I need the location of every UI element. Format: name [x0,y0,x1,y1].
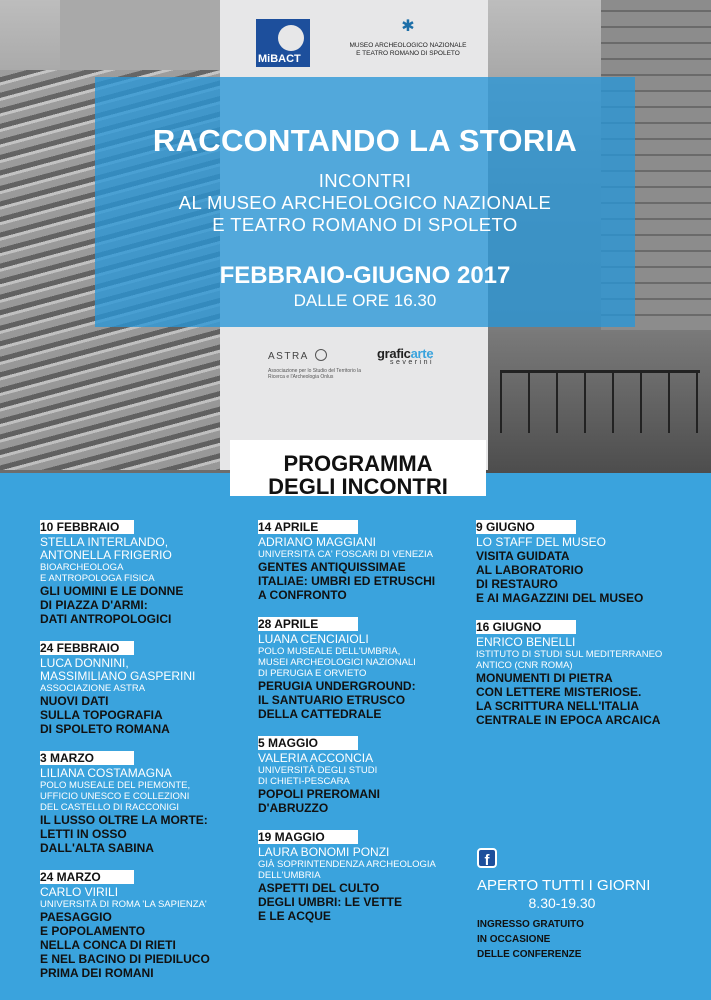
event-affiliation: UNIVERSITÀ DEGLI STUDI DI CHIETI-PESCARA [258,765,378,787]
subtitle-line-2: AL MUSEO ARCHEOLOGICO NAZIONALE [178,192,552,213]
museum-name: MUSEO ARCHEOLOGICO NAZIONALE E TEATRO ROMANO DI SPOLETO [349,42,467,57]
event-entry [258,518,473,602]
event-title: GENTES ANTIQUISSIMAE ITALIAE: UMBRI ED ETRUSCHI A CONFRONTO [258,560,436,602]
event-affiliation: ISTITUTO DI STUDI SUL MEDITERRANEO ANTICO (CNR ROMA) [476,649,663,671]
globe-icon [315,349,327,361]
graficarte-name-b: arte [410,346,434,361]
event-speaker: VALERIA ACCONCIA [258,751,374,765]
graficarte-sub: severini [389,359,435,366]
event-speaker: LAURA BONOMI PONZI [258,845,390,859]
event-affiliation: UNIVERSITÀ DI ROMA 'LA SAPIENZA' [40,899,207,910]
astra-description: Associazione per lo Studio del Territorio la Ricerca e l'Archeologia Onlus [268,368,362,380]
event-speaker: LUCA DONNINI, MASSIMILIANO GASPERINI [40,656,196,683]
event-entry [258,615,473,721]
event-title: GLI UOMINI E LE DONNE DI PIAZZA D'ARMI: DATI ANTROPOLOGICI [40,584,184,626]
event-title: ASPETTI DEL CULTO DEGLI UMBRI: LE VETTE E LE ACQUE [258,881,402,923]
event-entry [40,639,240,736]
museum-logo [338,18,478,58]
astra-name: ASTRA [268,351,309,362]
event-entry [476,518,681,605]
event-speaker: LO STAFF DEL MUSEO [476,535,607,549]
event-period: FEBBRAIO-GIUGNO 2017 [219,262,511,289]
event-speaker: LILIANA COSTAMAGNA [40,766,172,780]
opening-days: APERTO TUTTI I GIORNI [477,877,651,894]
opening-hours: 8.30-19.30 [528,895,596,911]
event-date: 28 APRILE [258,617,358,631]
event-time: DALLE ORE 16.30 [293,291,437,310]
mibac-logo-side [313,19,327,67]
event-title: PAESAGGIO E POPOLAMENTO NELLA CONCA DI RIETI E NEL BACINO DI PIEDILUCO PRIMA DEI ROMANI [40,910,210,980]
event-title: MONUMENTI DI PIETRA CON LETTERE MISTERIOSE. LA SCRITTURA NELL'ITALIA CENTRALE IN EPOCA ARCAICA [476,671,661,727]
events-column-1 [40,518,240,993]
event-title: POPOLI PREROMANI D'ABRUZZO [258,787,381,815]
mibac-logo-mark: MiBACT [256,19,310,67]
page-title: RACCONTANDO LA STORIA [152,123,578,158]
event-affiliation: POLO MUSEALE DEL PIEMONTE, UFFICIO UNESCO E COLLEZIONI DEL CASTELLO DI RACCONIGI [40,780,191,813]
event-speaker: STELLA INTERLANDO, ANTONELLA FRIGERIO [40,535,172,562]
event-affiliation: POLO MUSEALE DELL'UMBRIA, MUSEI ARCHEOLOGICI NAZIONALI DI PERUGIA E ORVIETO [258,646,416,679]
graficarte-logo [377,346,447,366]
railing [500,370,700,433]
subtitle-line-1: INCONTRI [318,170,412,191]
graficarte-name-a: grafic [377,346,411,361]
event-entry [40,518,240,626]
events-column-3 [476,518,681,740]
event-entry [258,828,473,923]
event-date: 16 GIUGNO [476,620,576,634]
event-date: 14 APRILE [258,520,358,534]
event-date: 19 MAGGIO [258,830,358,844]
event-title: VISITA GUIDATA AL LABORATORIO DI RESTAURO E AI MAGAZZINI DEL MUSEO [476,549,644,605]
event-speaker: LUANA CENCIAIOLI [258,632,369,646]
event-date: 5 MAGGIO [258,736,358,750]
event-title: NUOVI DATI SULLA TOPOGRAFIA DI SPOLETO ROMANA [40,694,170,736]
mibac-logo [256,18,330,68]
event-affiliation: UNIVERSITÀ CA' FOSCARI DI VENEZIA [258,549,433,560]
event-date: 9 GIUGNO [476,520,576,534]
event-entry [40,749,240,855]
event-speaker: ADRIANO MAGGIANI [258,535,377,549]
event-affiliation: GIÀ SOPRINTENDENZA ARCHEOLOGIA DELL'UMBRIA [258,859,436,881]
event-affiliation: ASSOCIAZIONE ASTRA [40,683,146,694]
astra-logo [268,346,363,380]
program-heading-2: DEGLI INCONTRI [268,474,448,499]
program-heading-1: PROGRAMMA [283,451,433,476]
event-date: 3 MARZO [40,751,134,765]
facebook-icon[interactable]: f [477,848,497,868]
event-date: 24 FEBBRAIO [40,641,134,655]
event-entry [40,868,240,980]
event-title: PERUGIA UNDERGROUND: IL SANTUARIO ETRUSCO DELLA CATTEDRALE [258,679,416,721]
event-entry [258,734,473,815]
events-column-2 [258,518,473,936]
event-date: 24 MARZO [40,870,134,884]
event-entry [476,618,681,727]
event-affiliation: BIOARCHEOLOGA E ANTROPOLOGA FISICA [40,562,155,584]
event-speaker: CARLO VIRILI [40,885,119,899]
museum-emblem-icon: ✱ [401,18,415,35]
event-date: 10 FEBBRAIO [40,520,134,534]
event-speaker: ENRICO BENELLI [476,635,576,649]
event-title: IL LUSSO OLTRE LA MORTE: LETTI IN OSSO DALL'ALTA SABINA [40,813,208,855]
free-entry-note: INGRESSO GRATUITO IN OCCASIONE DELLE CONFERENZE [477,919,584,960]
subtitle-line-3: E TEATRO ROMANO DI SPOLETO [212,214,518,235]
